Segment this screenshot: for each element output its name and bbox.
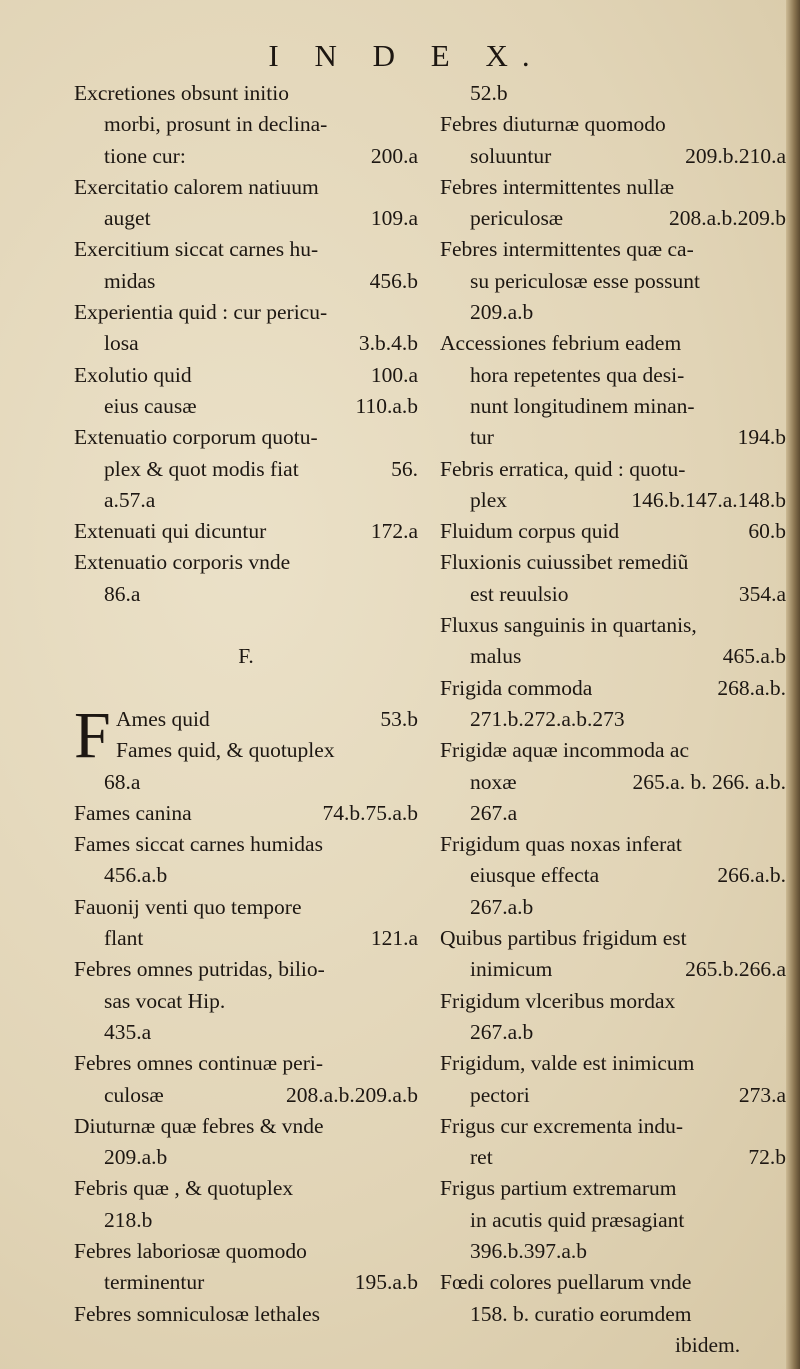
index-line — [74, 234, 418, 265]
entry-text: auget — [104, 206, 151, 231]
index-line — [440, 767, 786, 798]
index-line — [74, 1111, 418, 1142]
entry-text: Experientia quid : cur pericu- — [74, 300, 328, 325]
entry-text: plex & quot modis fiat — [104, 456, 299, 481]
entry-text: pectori — [470, 1082, 530, 1107]
left-column — [74, 78, 418, 1330]
entry-text: 86.a — [104, 581, 141, 606]
index-line — [440, 172, 786, 203]
index-line — [74, 1299, 418, 1330]
index-line — [74, 141, 418, 172]
entry-text: plex — [470, 487, 508, 512]
page-reference: 354.a — [738, 581, 786, 606]
entry-text: Quibus partibus frigidum est — [440, 926, 687, 951]
entry-text: Diuturnæ quæ febres & vnde — [74, 1113, 324, 1138]
page-reference: 200.a — [370, 143, 418, 168]
index-line — [74, 986, 418, 1017]
entry-text: periculosæ — [470, 206, 564, 231]
page-reference: 172.a — [370, 519, 418, 544]
index-line — [74, 579, 418, 610]
index-line — [440, 1017, 786, 1048]
index-line — [74, 328, 418, 359]
index-line — [74, 798, 418, 829]
index-line — [74, 923, 418, 954]
index-line — [440, 673, 786, 704]
page-reference: 194.b — [737, 425, 786, 450]
entry-text: Exolutio quid — [74, 362, 192, 387]
entry-text: eiusque effecta — [470, 863, 600, 888]
entry-text: sas vocat Hip. — [104, 988, 226, 1013]
entry-text: Excretiones obsunt initio — [74, 81, 289, 105]
page-reference: 208.a.b.209.b — [668, 206, 786, 231]
entry-text: Frigus partium extremarum — [440, 1176, 677, 1201]
entry-text: su periculosæ esse possunt — [470, 268, 700, 293]
index-line — [74, 109, 418, 140]
index-line — [440, 109, 786, 140]
page-reference: 56. — [391, 456, 418, 481]
index-line — [74, 641, 418, 672]
entry-text: Fames canina — [74, 800, 192, 825]
index-line — [74, 360, 418, 391]
entry-text: Febres laboriosæ quomodo — [74, 1238, 307, 1263]
index-line — [74, 1173, 418, 1204]
index-line — [440, 141, 786, 172]
entry-text: 209.a.b — [470, 300, 534, 325]
index-line — [74, 516, 418, 547]
index-line — [440, 547, 786, 578]
index-line — [440, 923, 786, 954]
entry-text: tur — [470, 425, 494, 450]
entry-text: Frigidæ aquæ incommoda ac — [440, 738, 690, 763]
entry-text: morbi, prosunt in declina- — [104, 112, 328, 137]
entry-text: 209.a.b — [104, 1145, 168, 1170]
index-line — [440, 986, 786, 1017]
index-line — [74, 1017, 418, 1048]
page-reference: 209.b.210.a — [685, 143, 786, 168]
page-reference: 109.a — [370, 206, 418, 231]
index-line — [74, 422, 418, 453]
entry-text: Febres omnes putridas, bilio- — [74, 957, 325, 982]
index-line — [74, 735, 418, 766]
index-line — [440, 1173, 786, 1204]
index-line — [440, 266, 786, 297]
entry-text: 267.a.b — [470, 1019, 534, 1044]
page-reference: 265.a. b. 266. a.b. — [632, 769, 786, 794]
index-line — [440, 1267, 786, 1298]
page-title: I N D E X. — [268, 38, 544, 73]
entry-text: Frigida commoda — [440, 675, 593, 700]
entry-text: Extenuati qui dicuntur — [74, 519, 267, 544]
index-line — [74, 391, 418, 422]
index-line — [440, 798, 786, 829]
entry-text: F. — [238, 644, 254, 669]
page-reference: 265.b.266.a — [685, 957, 786, 982]
index-line — [74, 1080, 418, 1111]
entry-text: terminentur — [104, 1270, 205, 1295]
entry-text: 52.b — [470, 81, 508, 105]
index-line — [440, 391, 786, 422]
entry-text: Frigidum, valde est inimicum — [440, 1051, 695, 1076]
entry-text: 267.a — [470, 800, 518, 825]
entry-text: Febres somniculosæ lethales — [74, 1301, 321, 1326]
entry-text: Fluxionis cuiussibet remediũ — [440, 550, 689, 575]
entry-text: nunt longitudinem minan- — [470, 393, 695, 418]
drop-cap-letter: F — [74, 698, 111, 772]
entry-text: 158. b. curatio eorumdem — [470, 1301, 692, 1326]
index-line — [440, 579, 786, 610]
entry-text: Exercitatio calorem natiuum — [74, 174, 319, 199]
entry-text: culosæ — [104, 1082, 164, 1107]
index-line — [74, 1142, 418, 1173]
index-line — [440, 516, 786, 547]
index-line — [440, 610, 786, 641]
index-line — [74, 767, 418, 798]
index-line — [440, 454, 786, 485]
entry-text: in acutis quid præsagiant — [470, 1207, 685, 1232]
page-reference: 110.a.b — [355, 393, 418, 418]
index-line — [74, 297, 418, 328]
index-line — [74, 829, 418, 860]
entry-text: est reuulsio — [470, 581, 569, 606]
entry-text: hora repetentes qua desi- — [470, 362, 685, 387]
index-line — [440, 1236, 786, 1267]
index-line — [440, 1330, 786, 1361]
page-reference: 3.b.4.b — [358, 331, 418, 356]
index-line — [74, 610, 418, 641]
entry-text: Extenuatio corporum quotu- — [74, 425, 318, 450]
entry-text: noxæ — [470, 769, 517, 794]
index-line — [74, 485, 418, 516]
entry-text: midas — [104, 268, 156, 293]
entry-text: malus — [470, 644, 522, 669]
page-reference: 100.a — [370, 362, 418, 387]
index-line — [440, 485, 786, 516]
entry-text: 456.a.b — [104, 863, 168, 888]
entry-text: 271.b.272.a.b.273 — [470, 706, 625, 731]
page-reference: 465.a.b — [722, 644, 786, 669]
index-line — [440, 328, 786, 359]
entry-text: Fames siccat carnes humidas — [74, 832, 323, 857]
page-reference: 60.b — [748, 519, 786, 544]
entry-text: soluuntur — [470, 143, 552, 168]
page-reference: 72.b — [748, 1145, 786, 1170]
index-line — [74, 860, 418, 891]
entry-text: Febres intermittentes quæ ca- — [440, 237, 694, 262]
index-line — [440, 860, 786, 891]
page-reference: 268.a.b. — [717, 675, 786, 700]
entry-text: ret — [470, 1145, 493, 1170]
entry-text: Frigidum vlceribus mordax — [440, 988, 676, 1013]
entry-text: Extenuatio corporis vnde — [74, 550, 291, 575]
index-line — [440, 892, 786, 923]
index-line — [440, 297, 786, 328]
entry-text: a.57.a — [104, 487, 156, 512]
index-line — [440, 704, 786, 735]
page-reference: 74.b.75.a.b — [322, 800, 418, 825]
entry-text: flant — [104, 926, 144, 951]
page-reference: 456.b — [369, 268, 418, 293]
entry-text: Ames quid — [116, 706, 210, 731]
index-line — [440, 1142, 786, 1173]
entry-text: 435.a — [104, 1019, 152, 1044]
entry-text: Frigidum quas noxas inferat — [440, 832, 682, 857]
page-reference: 208.a.b.209.a.b — [286, 1082, 418, 1107]
index-line — [74, 892, 418, 923]
right-column — [440, 78, 786, 1361]
entry-text: inimicum — [470, 957, 553, 982]
entry-text: 267.a.b — [470, 894, 534, 919]
index-line — [440, 954, 786, 985]
index-line — [74, 547, 418, 578]
index-line — [440, 1205, 786, 1236]
entry-text: Fames quid, & quotuplex — [116, 738, 335, 763]
index-line — [440, 1048, 786, 1079]
index-line — [74, 78, 418, 109]
index-line — [74, 454, 418, 485]
index-line — [440, 234, 786, 265]
entry-text: 68.a — [104, 769, 141, 794]
index-line — [440, 1111, 786, 1142]
index-line — [440, 1299, 786, 1330]
index-line — [440, 78, 786, 109]
entry-text: Accessiones febrium eadem — [440, 331, 682, 356]
entry-text: Exercitium siccat carnes hu- — [74, 237, 319, 262]
index-line — [74, 1048, 418, 1079]
entry-text: Fluxus sanguinis in quartanis, — [440, 613, 697, 638]
page-reference: 195.a.b — [354, 1270, 418, 1295]
index-line — [74, 203, 418, 234]
index-line — [74, 1267, 418, 1298]
entry-text: Fluidum corpus quid — [440, 519, 620, 544]
page-reference: 53.b — [380, 706, 418, 731]
index-line — [440, 735, 786, 766]
entry-text: losa — [104, 331, 139, 356]
entry-text: Febres diuturnæ quomodo — [440, 112, 666, 137]
index-line — [440, 422, 786, 453]
entry-text: 396.b.397.a.b — [470, 1238, 588, 1263]
entry-text: ibidem. — [675, 1332, 741, 1357]
index-line — [74, 172, 418, 203]
index-line — [74, 673, 418, 704]
page-reference: 121.a — [370, 926, 418, 951]
page-reference: 273.a — [738, 1082, 786, 1107]
index-line — [74, 1236, 418, 1267]
entry-text: Frigus cur excrementa indu- — [440, 1113, 683, 1138]
index-line — [74, 266, 418, 297]
entry-text: Febris erratica, quid : quotu- — [440, 456, 686, 481]
index-line — [440, 203, 786, 234]
entry-text: tione cur: — [104, 143, 186, 168]
entry-text: Febris quæ , & quotuplex — [74, 1176, 294, 1201]
entry-text: Febres omnes continuæ peri- — [74, 1051, 323, 1076]
index-line — [440, 829, 786, 860]
page-edge — [786, 0, 800, 1369]
index-line — [74, 1205, 418, 1236]
index-line — [440, 641, 786, 672]
page-reference: 146.b.147.a.148.b — [631, 487, 786, 512]
index-line — [440, 1080, 786, 1111]
entry-text: 218.b — [104, 1207, 153, 1232]
page-reference: 266.a.b. — [717, 863, 786, 888]
index-line — [74, 954, 418, 985]
entry-text: Febres intermittentes nullæ — [440, 174, 675, 199]
index-line — [440, 360, 786, 391]
entry-text: Fœdi colores puellarum vnde — [440, 1270, 692, 1295]
entry-text: eius causæ — [104, 393, 197, 418]
entry-text: Fauonij venti quo tempore — [74, 894, 302, 919]
